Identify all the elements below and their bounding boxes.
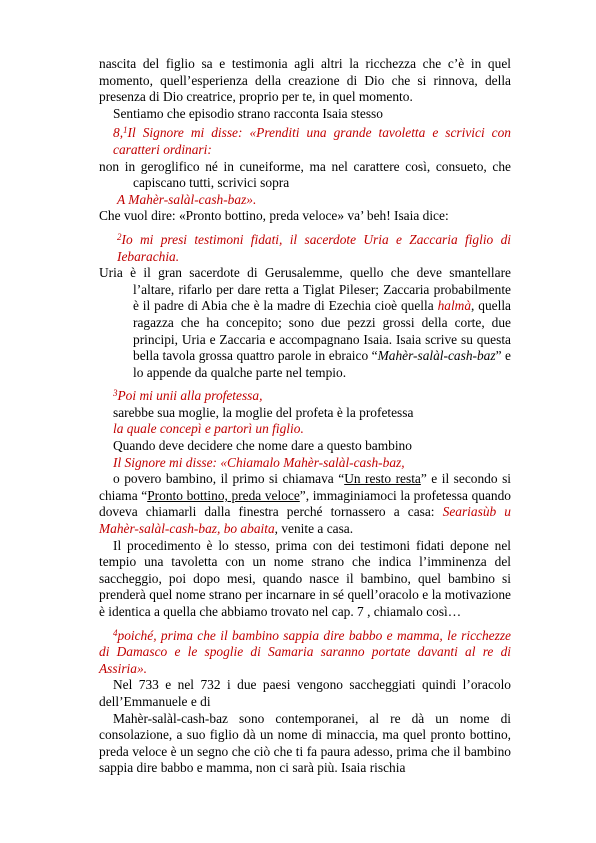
paragraph-commentary-4: sarebbe sua moglie, la moglie del profeta è la profetessa xyxy=(113,404,414,420)
paragraph-commentary-6: o povero bambino, il primo si chiamava “Un resto resta” e il secondo si chiama “Pronto bottino, preda veloce”, immaginiamoci la profetessa quando doveva chiamarli dalla finestra perché tornassero a casa: Seariasùb u Mahèr-salàl-cash-baz, bo abaita, venite a casa. xyxy=(99,471,511,537)
underlined-name: Pronto bottino, preda veloce xyxy=(147,487,300,503)
verse-number: 3 xyxy=(113,388,118,399)
scripture-verse-1: 8,$^1$Il Signore mi disse: «Prenditi una grande tavoletta e scrivici con caratteri ordinari: xyxy=(113,125,511,157)
paragraph-commentary-7: Il procedimento è lo stesso, prima con dei testimoni fidati depone nel tempio una tavoletta con un nome strano che indica l’imminenza del saccheggio, poi dopo mesi, quando nasce il bambino, quel bambino si prenderà quel nome strano per incarnare in sé quell’oracolo e la motivazione è identica a quella che abbiamo trovato nel cap. 7 , chiamalo così… xyxy=(99,537,511,619)
paragraph-commentary-1: non in geroglifico né in cuneiforme, ma nel carattere così, consueto, che capiscano tutti, scrivici sopra xyxy=(99,158,511,191)
paragraph-commentary-2: Che vuol dire: «Pronto bottino, preda veloce» va’ beh! Isaia dice: xyxy=(99,208,449,224)
quoted-term: halmà xyxy=(437,298,472,314)
quoted-call: Seariasùb u Mahèr-salàl-cash-baz, bo abaita xyxy=(99,504,511,537)
verse-number: 4 xyxy=(113,627,118,638)
document-body xyxy=(99,56,511,777)
scripture-verse-4: $^4$poiché, prima che il bambino sappia dire babbo e mamma, le ricchezze di Damasco e le spoglie di Samaria saranno portate davanti al re di Assiria». xyxy=(99,627,511,676)
scripture-verse-2: $^2$Io mi presi testimoni fidati, il sacerdote Uria e Zaccaria figlio di Iebarachia. xyxy=(117,231,511,264)
paragraph-commentary-3: Uria è il gran sacerdote di Gerusalemme, quello che deve smantellare l’altare, rifarlo per dare retta a Tiglat Pileser; Zaccaria probabilmente è il padre di Abia che è la madre di Ezechia cioè quella halmà, quella ragazza che ha concepito; sono due pezzi grossi della corte, due principi, Uria e Zaccaria e accompagnano Isaia. Isaia scrive su questa bella tavola grossa quattro parole in ebraico “Mahèr-salàl-cash-baz” e lo appende da qualche parte nel tempio. xyxy=(99,265,511,380)
paragraph-commentary-8: Nel 733 e nel 732 i due paesi vengono saccheggiati quindi l’oracolo dell’Emmanuele e di xyxy=(99,677,511,709)
quoted-name: Mahèr-salàl-cash-baz xyxy=(377,348,496,364)
scripture-verse-3-end: Il Signore mi disse: «Chiamalo Mahèr-salàl-cash-baz, xyxy=(113,454,405,470)
verse-number: 2 xyxy=(117,231,122,242)
paragraph-commentary-5: Quando deve decidere che nome dare a questo bambino xyxy=(113,438,412,454)
paragraph-commentary-9: Mahèr-salàl-cash-baz sono contemporanei, al re dà un nome di consolazione, a suo figlio dà un nome di minaccia, ma quel pronto bottino, preda veloce è un segno che ciò che ti fa paura adesso, prima che il bambino sappia dire babbo e mamma, non ci sarà più. Isaia rischia xyxy=(99,710,511,776)
paragraph-intro: nascita del figlio sa e testimonia agli altri la ricchezza che c’è in quel momento, quell’esperienza della creazione di Dio che si rinnova, della presenza di Dio creatrice, proprio per te, in quel momento. xyxy=(99,56,511,105)
paragraph-episode-intro: Sentiamo che episodio strano racconta Isaia stesso xyxy=(113,105,383,121)
verse-number: 1 xyxy=(123,125,128,136)
scripture-verse-3-cont: la quale concepì e partorì un figlio. xyxy=(113,421,304,437)
scripture-verse-3: $^3$Poi mi unii alla profetessa, xyxy=(113,388,263,404)
underlined-name: Un resto resta xyxy=(344,471,421,487)
scripture-verse-1-end: A Mahèr-salàl-cash-baz». xyxy=(117,191,257,207)
